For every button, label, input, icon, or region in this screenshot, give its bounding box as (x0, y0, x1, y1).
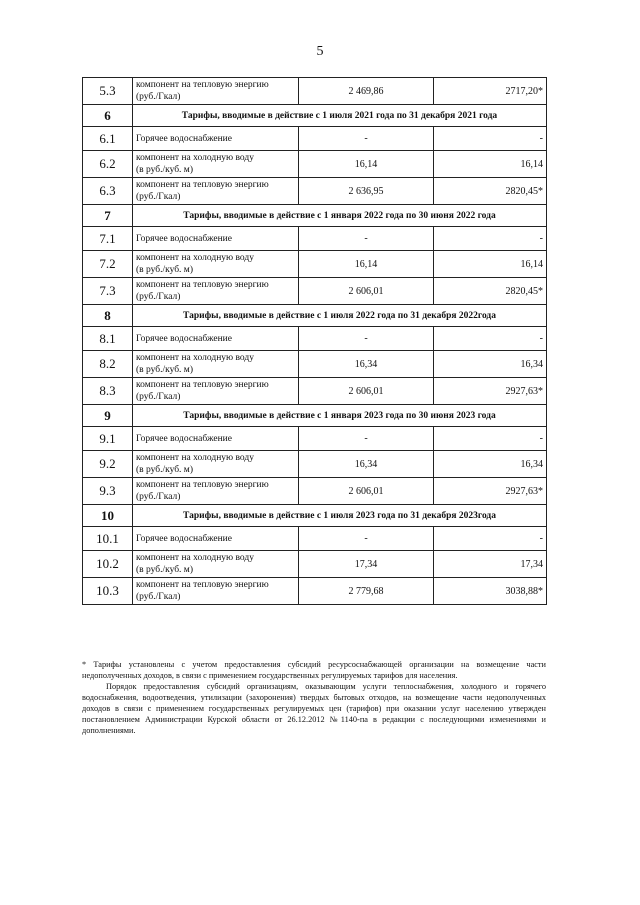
item-description-line: компонент на тепловую энергию (136, 380, 269, 390)
item-description-line: (в руб./куб. м) (136, 465, 193, 475)
tariff-row (83, 251, 547, 278)
item-description (133, 127, 299, 151)
item-description-line: Горячее водоснабжение (136, 333, 232, 344)
tariff-value-second-half: 3038,88* (434, 578, 547, 605)
item-description-line: компонент на холодную воду (136, 153, 254, 163)
section-title: Тарифы, вводимые в действие с 1 июля 2022 года по 31 декабря 2022года (133, 305, 547, 327)
item-description (133, 478, 299, 505)
item-description (133, 327, 299, 351)
item-description (133, 527, 299, 551)
tariff-value-first-half: 2 606,01 (299, 478, 434, 505)
tariff-table (82, 77, 547, 605)
item-description (133, 178, 299, 205)
item-number: 9.3 (83, 478, 133, 505)
section-title: Тарифы, вводимые в действие с 1 января 2023 года по 30 июня 2023 года (133, 405, 547, 427)
item-description (133, 278, 299, 305)
item-number: 7.1 (83, 227, 133, 251)
tariff-value-first-half: 16,14 (299, 151, 434, 178)
item-description (133, 578, 299, 605)
item-description-line: (руб./Гкал) (136, 192, 181, 202)
section-number: 8 (83, 305, 133, 327)
tariff-row (83, 227, 547, 251)
item-description-line: (руб./Гкал) (136, 92, 181, 102)
item-description (133, 427, 299, 451)
item-description (133, 151, 299, 178)
item-number: 7.2 (83, 251, 133, 278)
item-description-line: (в руб./куб. м) (136, 165, 193, 175)
subsidy-paragraph: Порядок предоставления субсидий организациям, оказывающим услуги теплоснабжения, холодного и горячего водоснабжения, водоотведения, утилизации (захоронения) твердых бытовых отходов, на возмещение части недополученных доходов в связи с применением государственных регулируемых цен (тарифов) при оказании услуг населению утвержден постановлением Администрации Курской области от 26.12.2012 №1140-па в редакции с последующими изменениями и дополнениями. (82, 682, 546, 735)
tariff-value-second-half: 16,34 (434, 351, 547, 378)
tariff-row (83, 178, 547, 205)
section-header-row (83, 105, 547, 127)
tariff-value-first-half: - (299, 127, 434, 151)
tariff-value-second-half: 16,34 (434, 451, 547, 478)
item-description (133, 78, 299, 105)
item-description-line: (руб./Гкал) (136, 392, 181, 402)
item-description (133, 451, 299, 478)
item-description (133, 351, 299, 378)
item-description-line: (руб./Гкал) (136, 592, 181, 602)
tariff-value-second-half: 16,14 (434, 251, 547, 278)
item-description-line: (в руб./куб. м) (136, 565, 193, 575)
item-description-line: компонент на тепловую энергию (136, 80, 269, 90)
tariff-row (83, 127, 547, 151)
item-description-line: компонент на холодную воду (136, 353, 254, 363)
tariff-row (83, 151, 547, 178)
tariff-value-first-half: 2 606,01 (299, 278, 434, 305)
section-number: 10 (83, 505, 133, 527)
item-number: 9.2 (83, 451, 133, 478)
tariff-value-second-half: 2927,63* (434, 378, 547, 405)
section-header-row (83, 305, 547, 327)
tariff-table-body (83, 78, 547, 605)
tariff-value-first-half: - (299, 527, 434, 551)
item-description (133, 227, 299, 251)
tariff-row (83, 351, 547, 378)
tariff-value-second-half: 2820,45* (434, 278, 547, 305)
item-description-line: компонент на тепловую энергию (136, 480, 269, 490)
tariff-value-second-half: 17,34 (434, 551, 547, 578)
section-header-row (83, 505, 547, 527)
item-description-line: Горячее водоснабжение (136, 433, 232, 444)
item-number: 10.2 (83, 551, 133, 578)
tariff-value-first-half: 2 779,68 (299, 578, 434, 605)
tariff-row (83, 327, 547, 351)
item-number: 8.1 (83, 327, 133, 351)
tariff-value-second-half: - (434, 127, 547, 151)
item-description-line: компонент на холодную воду (136, 253, 254, 263)
footnote-block (82, 659, 546, 736)
section-number: 6 (83, 105, 133, 127)
tariff-value-second-half: - (434, 327, 547, 351)
item-description-line: (руб./Гкал) (136, 292, 181, 302)
tariff-value-second-half: - (434, 527, 547, 551)
item-number: 10.3 (83, 578, 133, 605)
item-number: 8.3 (83, 378, 133, 405)
tariff-row (83, 551, 547, 578)
tariff-value-first-half: - (299, 227, 434, 251)
tariff-row (83, 78, 547, 105)
section-header-row (83, 205, 547, 227)
item-description-line: компонент на тепловую энергию (136, 580, 269, 590)
item-description-line: компонент на холодную воду (136, 553, 254, 563)
section-title: Тарифы, вводимые в действие с 1 июля 2021 года по 31 декабря 2021 года (133, 105, 547, 127)
item-number: 7.3 (83, 278, 133, 305)
tariff-row (83, 527, 547, 551)
tariff-value-first-half: 16,14 (299, 251, 434, 278)
item-description (133, 251, 299, 278)
tariff-value-first-half: - (299, 427, 434, 451)
item-description-line: компонент на холодную воду (136, 453, 254, 463)
item-description (133, 378, 299, 405)
tariff-value-first-half: - (299, 327, 434, 351)
tariff-value-first-half: 2 469,86 (299, 78, 434, 105)
tariff-value-second-half: - (434, 227, 547, 251)
tariff-value-first-half: 2 636,95 (299, 178, 434, 205)
section-number: 9 (83, 405, 133, 427)
item-description-line: (в руб./куб. м) (136, 265, 193, 275)
tariff-row (83, 427, 547, 451)
tariff-value-second-half: 2820,45* (434, 178, 547, 205)
tariff-row (83, 378, 547, 405)
item-number: 9.1 (83, 427, 133, 451)
item-number: 6.1 (83, 127, 133, 151)
tariff-value-first-half: 17,34 (299, 551, 434, 578)
item-description-line: (в руб./куб. м) (136, 365, 193, 375)
item-number: 6.2 (83, 151, 133, 178)
section-number: 7 (83, 205, 133, 227)
item-description (133, 551, 299, 578)
tariff-value-second-half: 2927,63* (434, 478, 547, 505)
tariff-value-first-half: 16,34 (299, 351, 434, 378)
item-number: 8.2 (83, 351, 133, 378)
tariff-row (83, 278, 547, 305)
tariff-value-first-half: 16,34 (299, 451, 434, 478)
section-title: Тарифы, вводимые в действие с 1 января 2022 года по 30 июня 2022 года (133, 205, 547, 227)
item-number: 10.1 (83, 527, 133, 551)
tariff-value-first-half: 2 606,01 (299, 378, 434, 405)
item-description-line: компонент на тепловую энергию (136, 180, 269, 190)
item-number: 6.3 (83, 178, 133, 205)
item-description-line: (руб./Гкал) (136, 492, 181, 502)
tariff-value-second-half: - (434, 427, 547, 451)
tariff-value-second-half: 16,14 (434, 151, 547, 178)
item-description-line: Горячее водоснабжение (136, 133, 232, 144)
item-number: 5.3 (83, 78, 133, 105)
item-description-line: компонент на тепловую энергию (136, 280, 269, 290)
item-description-line: Горячее водоснабжение (136, 533, 232, 544)
footnote-text: * Тарифы установлены с учетом предоставления субсидий ресурсоснабжающей организации на возмещение части недополученных доходов, в связи с применением государственных регулируемых тарифов для населения. (82, 660, 546, 680)
tariff-row (83, 478, 547, 505)
item-description-line: Горячее водоснабжение (136, 233, 232, 244)
page-number: 5 (316, 44, 324, 59)
tariff-row (83, 451, 547, 478)
tariff-value-second-half: 2717,20* (434, 78, 547, 105)
section-header-row (83, 405, 547, 427)
tariff-row (83, 578, 547, 605)
section-title: Тарифы, вводимые в действие с 1 июля 2023 года по 31 декабря 2023года (133, 505, 547, 527)
